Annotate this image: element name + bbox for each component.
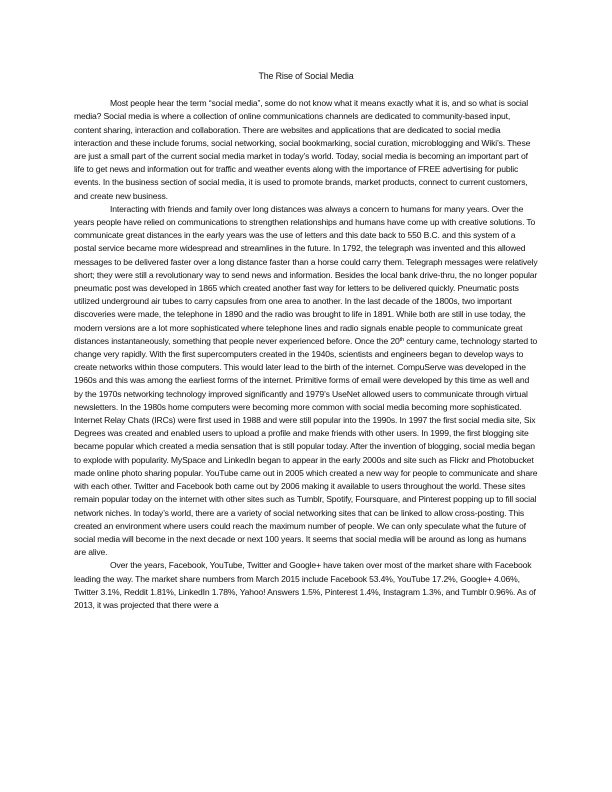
paragraph-history [74,203,538,559]
ordinal-superscript: th [399,336,404,343]
paragraph-history-part-2: century came, technology started to change very rapidly. With the first supercomputers created in the 1940s, scientists and engineers began to develop ways to create networks within those computers. This would later lead to the birth of the internet. CompuServe was developed in the 1960s and this was among the earliest forms of the internet. Primitive forms of email were developed by this time as well and by the 1970s networking technology improved significantly and 1979’s UseNet allowed users to communicate through virtual newsletters. In the 1980s home computers were becoming more common with social media becoming more sophisticated. Internet Relay Chats (IRCs) were first used in 1988 and were still popular into the 1990s. In 1997 the first social media site, Six Degrees was created and enabled users to upload a profile and make friends with other users. In 1999, the first blogging site became popular which created a media sensation that is still popular today. After the invention of blogging, social media began to explode with popularity. MySpace and LinkedIn began to appear in the early 2000s and site such as Flickr and Photobucket made online photo sharing popular. YouTube came out in 2005 which created a new way for people to communicate and share with each other. Twitter and Facebook both came out by 2006 making it available to users throughout the world. These sites remain popular today on the internet with other sites such as Tumblr, Spotify, Foursquare, and Pinterest popping up to fill social network niches. In today’s world, there are a variety of social networking sites that can be linked to allow cross-posting. This created an environment where users could reach the maximum number of people. We can only speculate what the future of social media will become in the next decade or next 100 years. It seems that social media will be around as long as humans are alive. [74,335,538,558]
document-body [74,70,538,612]
paragraph-intro: Most people hear the term “social media”, some do not know what it means exactly what it is, and so what is social media? Social media is where a collection of online communications channels are dedicated to community-based input, content sharing, interaction and collaboration. There are websites and applications that are dedicated to social media interaction and these include forums, social networking, social bookmarking, social curation, microblogging and Wiki’s. These are just a small part of the current social media market in today’s world. Today, social media is becoming an important part of life to get news and information out for traffic and weather events along with the importance of FREE advertising for public events. In the business section of social media, it is used to promote brands, market products, connect to current customers, and create new business. [74,98,531,201]
paragraph-market-share: Over the years, Facebook, YouTube, Twitter and Google+ have taken over most of the market share with Facebook leading the way. The market share numbers from March 2015 include Facebook 53.4%, YouTube 17.2%, Google+ 4.06%, Twitter 3.1%, Reddit 1.81%, LinkedIn 1.78%, Yahoo! Answers 1.5%, Pinterest 1.4%, Instagram 1.3%, and Tumblr 0.96%. As of 2013, it was projected that there were a [74,560,536,610]
paragraph-history-part-1: Interacting with friends and family over long distances was always a concern to humans for many years. Over the years people have relied on communications to strengthen relationships and humans have come up with creative solutions. To communicate great distances in the early years was the use of letters and this date back to 550 B.C. and this system of a postal service became more widespread and streamlines in the future. In 1792, the telegraph was invented and this allowed messages to be delivered faster over a long distance faster than a horse could carry them. Telegraph messages were relatively short; they were still a revolutionary way to send news and information. Besides the local bank drive-thru, the no longer popular pneumatic post was developed in 1865 which created another fast way for letters to be delivered quickly. Pneumatic posts utilized underground air tubes to carry capsules from one area to another. In the last decade of the 1800s, two important discoveries were made, the telephone in 1890 and the radio was brought to life in 1891. While both are still in use today, the modern versions are a lot more sophisticated where telephone lines and radio signals enable people to communicate great distances instantaneously, something that people never experienced before. Once the 20 [74,203,538,346]
document-title: The Rise of Social Media [258,71,354,81]
